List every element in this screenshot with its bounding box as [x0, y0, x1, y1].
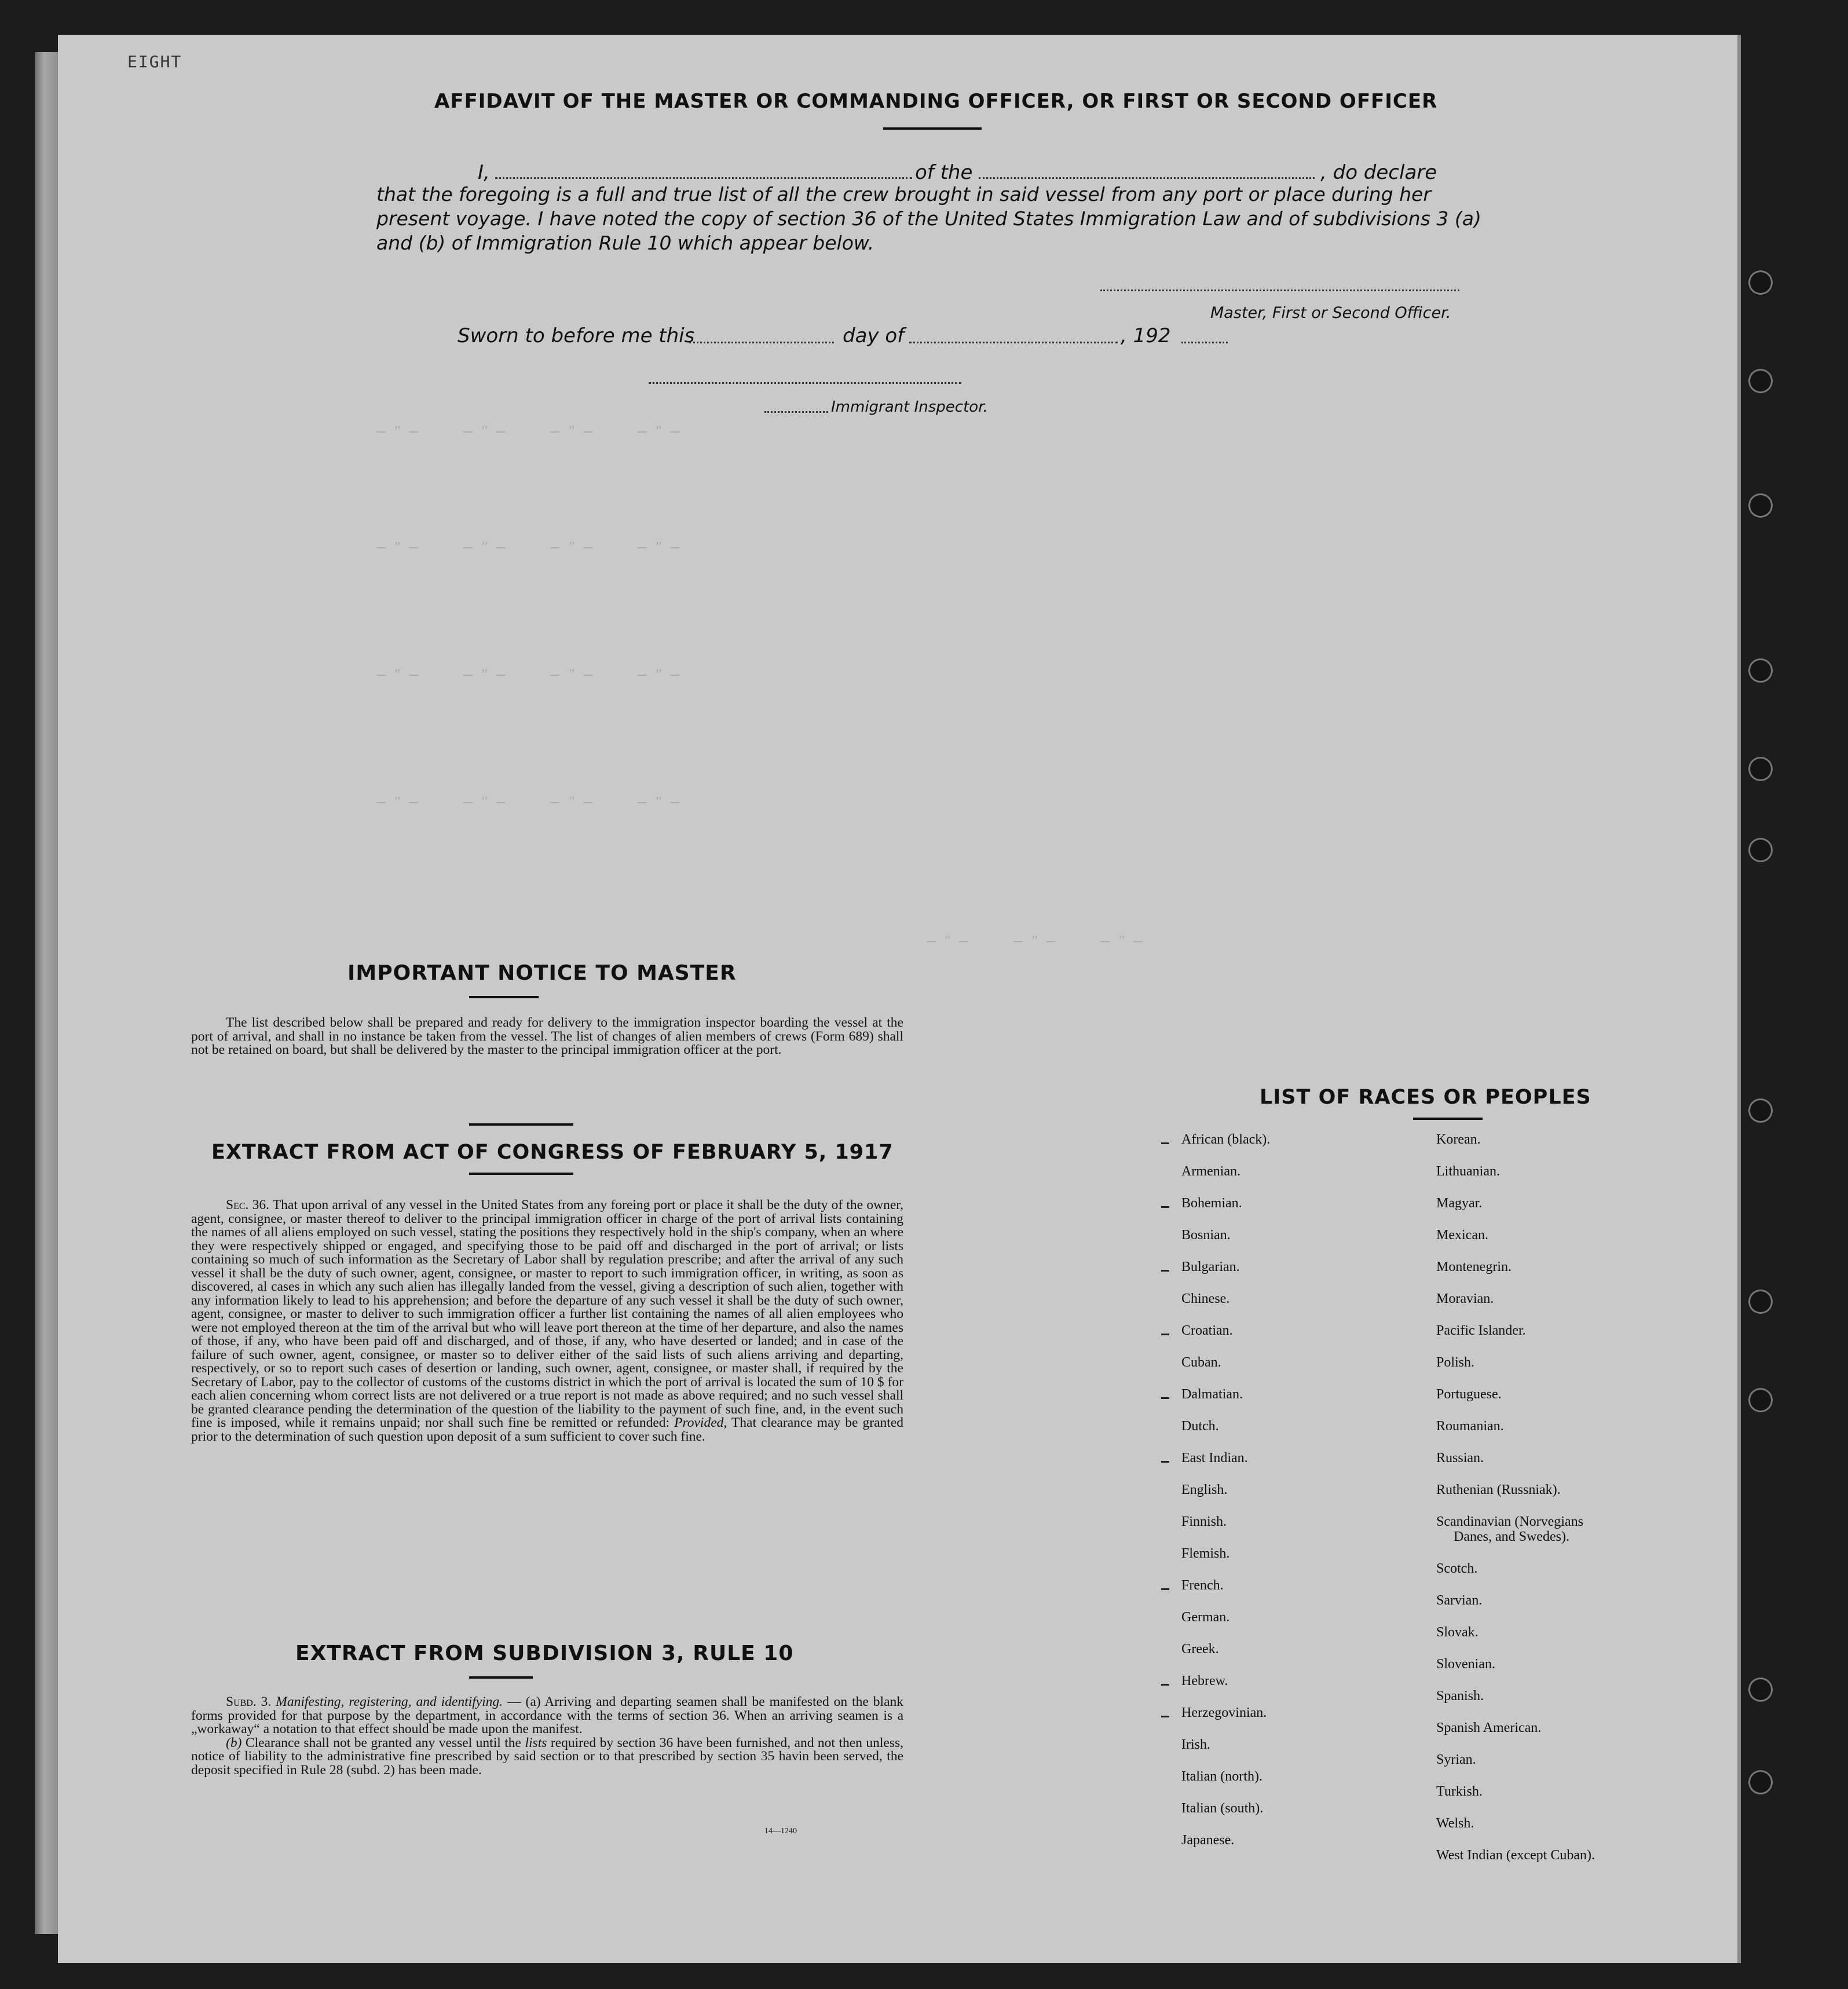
rule-para-b-pre: Clearance shall not be granted any vessel until the [245, 1735, 521, 1750]
affidavit-line-2: that the foregoing is a full and true list of all the crew brought in said vessel from any port or place during her [376, 183, 1431, 206]
binder-hole [1750, 1291, 1771, 1312]
race-item: Chinese. [1181, 1291, 1230, 1306]
act-title-rule-top [469, 1123, 573, 1126]
affidavit-line-3: present voyage. I have noted the copy of section 36 of the United States Immigration Law and of subdivisions 3 (a) [376, 207, 1481, 230]
races-title-rule [1413, 1118, 1483, 1120]
notice-text: The list described below shall be prepared and ready for delivery to the immigration inspector boarding the vessel at the port of arrival, and shall in no instance be taken from the vessel. The list of changes of alien members of crews (Form 689) shall not be retained on board, but shall be delivered by the master to the principal immigration officer at the port. [191, 1015, 903, 1057]
tick-mark [1161, 1397, 1169, 1399]
tick-mark [1161, 1461, 1169, 1463]
race-item: Greek. [1181, 1642, 1219, 1657]
race-item: Flemish. [1181, 1546, 1230, 1561]
affidavit-do-declare: , do declare [1320, 161, 1437, 184]
race-item: Spanish. [1436, 1688, 1484, 1704]
race-item: Polish. [1436, 1355, 1475, 1370]
tick-mark [1161, 1588, 1169, 1590]
bleed-through-text: ― ʺ ― ― ʺ ― ― ʺ ― ― ʺ ― [376, 423, 680, 440]
signature-label: Master, First or Second Officer. [1210, 304, 1451, 322]
document-sheet [58, 35, 1741, 1963]
vessel-blank [979, 177, 1315, 179]
race-item: French. [1181, 1578, 1224, 1593]
inspector-signature-blank [649, 382, 961, 384]
tick-mark [1161, 1334, 1169, 1335]
sworn-text: Sworn to before me this [458, 324, 695, 347]
binder-hole [1750, 759, 1771, 779]
race-item: Italian (north). [1181, 1769, 1263, 1784]
notice-title: IMPORTANT NOTICE TO MASTER [347, 961, 737, 985]
race-item: Korean. [1436, 1132, 1481, 1147]
race-item: West Indian (except Cuban). [1436, 1848, 1595, 1863]
race-item: Armenian. [1181, 1164, 1240, 1179]
race-item: Montenegrin. [1436, 1259, 1512, 1274]
sworn-year-blank [1181, 342, 1228, 343]
rule-subd-label: Subd. 3. [226, 1694, 272, 1709]
rule-title-rule [469, 1676, 533, 1679]
race-item: Italian (south). [1181, 1801, 1264, 1816]
act-provided-label: Provided, [674, 1415, 727, 1430]
act-title-rule-bottom [469, 1173, 573, 1175]
binder-hole [1750, 1772, 1771, 1793]
race-item: Magyar. [1436, 1196, 1483, 1211]
name-blank [495, 177, 912, 179]
rule-para-a-label: — (a) [507, 1694, 541, 1709]
race-item: Ruthenian (Russniak). [1436, 1482, 1561, 1497]
race-item: Sarvian. [1436, 1593, 1483, 1608]
race-item: Roumanian. [1436, 1419, 1504, 1434]
race-item: Pacific Islander. [1436, 1323, 1526, 1338]
race-item: Spanish American. [1436, 1720, 1542, 1735]
race-item: Herzegovinian. [1181, 1705, 1267, 1720]
race-item: Russian. [1436, 1450, 1484, 1466]
sworn-year: , 192 [1121, 324, 1171, 347]
race-item: Bosnian. [1181, 1228, 1231, 1243]
act-text [191, 1199, 903, 1444]
race-item: Welsh. [1436, 1816, 1474, 1831]
rule-para-b-lists: lists [525, 1735, 547, 1750]
race-item: Bulgarian. [1181, 1259, 1240, 1274]
rule-para-b-post: required by section 36 have been furnished, and not then unless, notice of liability to the administrative fine prescribed by said section or to that prescribed by section 35 havin been served, the deposit specified in Rule 28 (subd. 2) has been made. [191, 1735, 904, 1778]
tick-mark [1161, 1716, 1169, 1717]
race-item: Turkish. [1436, 1784, 1483, 1799]
race-item: English. [1181, 1482, 1228, 1497]
race-item: Danes, and Swedes). [1454, 1529, 1569, 1544]
inspector-leader-dots [764, 411, 828, 413]
form-code: 14—1240 [764, 1827, 797, 1836]
tick-mark [1161, 1270, 1169, 1272]
binder-hole [1750, 1100, 1771, 1121]
race-item: Portuguese. [1436, 1387, 1502, 1402]
race-item: Scotch. [1436, 1561, 1478, 1576]
rule-para-b-label: (b) [226, 1735, 242, 1750]
signature-blank [1100, 290, 1459, 291]
act-section-label: Sec. 36. [226, 1197, 269, 1213]
sworn-month-blank [909, 342, 1118, 343]
race-item: Dalmatian. [1181, 1387, 1243, 1402]
race-item: Syrian. [1436, 1752, 1476, 1767]
race-item: Irish. [1181, 1737, 1210, 1752]
race-item: African (black). [1181, 1132, 1271, 1147]
race-item: Dutch. [1181, 1419, 1219, 1434]
tick-mark [1161, 1142, 1169, 1144]
affidavit-title-rule [883, 127, 982, 130]
race-item: Japanese. [1181, 1833, 1235, 1848]
affidavit-i: I, [478, 161, 490, 184]
binder-hole [1750, 1679, 1771, 1700]
binder-hole [1750, 660, 1771, 681]
sworn-day-blank [689, 342, 834, 343]
notice-title-rule [469, 996, 539, 998]
binder-hole [1750, 1390, 1771, 1411]
race-item: Slovenian. [1436, 1657, 1495, 1672]
bleed-through-text: ― ʺ ― ― ʺ ― ― ʺ ― ― ʺ ― [376, 539, 680, 556]
act-body-end: That clearance may be granted prior to the determination of such question upon deposit of a sum sufficient to cover such fine. [191, 1415, 904, 1444]
rule-para-a-text: Arriving and departing seamen shall be manifested on the blank forms provided for that purpose by the department, in accordance with the terms of section 36. When an arriving seamen is a „workaway“ a notation to that effect should be made upon the manifest. [191, 1694, 904, 1737]
rule-subd-title: Manifesting, registering, and identifying. [276, 1694, 503, 1709]
inspector-label: Immigrant Inspector. [831, 398, 988, 416]
binder-hole [1750, 371, 1771, 391]
bleed-through-text: ― ʺ ― ― ʺ ― ― ʺ ― ― ʺ ― [376, 793, 680, 811]
rule-title: EXTRACT FROM SUBDIVISION 3, RULE 10 [295, 1642, 794, 1665]
page-edge-strip [35, 52, 58, 1934]
race-item: Lithuanian. [1436, 1164, 1500, 1179]
binder-hole [1750, 840, 1771, 860]
tick-mark [1161, 1684, 1169, 1686]
tick-mark [1161, 1206, 1169, 1208]
race-item: Croatian. [1181, 1323, 1233, 1338]
rule-text [191, 1695, 903, 1777]
bleed-through-text: ― ʺ ― ― ʺ ― ― ʺ ― ― ʺ ― [376, 666, 680, 683]
race-item: Scandinavian (Norvegians [1436, 1514, 1583, 1529]
binder-hole [1750, 272, 1771, 293]
race-item: Slovak. [1436, 1625, 1479, 1640]
affidavit-of-the: of the [915, 161, 973, 184]
race-item: Moravian. [1436, 1291, 1494, 1306]
binder-hole [1750, 495, 1771, 516]
act-body: That upon arrival of any vessel in the United States from any foreing port or place it shall be the duty of the owner, agent, consignee, or master thereof to deliver to the principal immigration officer in charge of the port of arrival lists containing the names of all aliens employed on such vessel, stating the positions they respectively hold in the ship's company, when an where they were respectively shipped or engaged, and specifying those to be paid off and discharged in the port of arrival; or lists containing so much of such information as the Secretary of Labor shall by regulation prescribe; and after the arrival of any such vessel it shall be the duty of such owner, agent, consignee, or master to report to such immigration officer, in writing, as soon as discovered, al cases in which any such alien has illegally landed from the vessel, giving a description of such alien, together with any information likely to lead to his apprehension; and before the departure of any such vessel it shall be the duty of such owner, agent, consignee, or master to deliver to such immigration officer a further list containing the names of all alien employees who were not employed thereon at the tim of the arrival but who will leave port thereon at the time of her departure, and also the names of those, if any, who have been paid off and discharged, and of those, if any, who have deserted or landed; and in case of the failure of such owner, agent, consignee, or master so to deliver either of the said lists of such aliens arriving and departing, respectively, or so to report such cases of desertion or landing, such owner, agent, consignee, or master shall, if required by the Secretary of Labor, pay to the collector of customs of the customs district in which the port of arrival is located the sum of 10 $ for each alien concerning whom correct lists are not delivered or a true report is not made as above required; and no such vessel shall be granted clearance pending the determination of the question of the liability to the payment of such fine, and, in the event such fine is imposed, while it remains unpaid; nor shall such fine be remitted or refunded: [191, 1197, 904, 1430]
rule-para-b [191, 1737, 903, 1778]
races-title: LIST OF RACES OR PEOPLES [1260, 1086, 1591, 1109]
rule-para-a [191, 1695, 903, 1737]
affidavit-title: AFFIDAVIT OF THE MASTER OR COMMANDING OFFICER, OR FIRST OR SECOND OFFICER [434, 90, 1438, 113]
race-item: Mexican. [1436, 1228, 1488, 1243]
affidavit-line-4: and (b) of Immigration Rule 10 which appear below. [376, 232, 874, 254]
race-item: Finnish. [1181, 1514, 1227, 1529]
act-title: EXTRACT FROM ACT OF CONGRESS OF FEBRUARY 5, 1917 [211, 1141, 894, 1164]
race-item: German. [1181, 1610, 1230, 1625]
corner-mark: EIGHT [127, 52, 182, 71]
race-item: East Indian. [1181, 1450, 1248, 1466]
race-item: Hebrew. [1181, 1673, 1228, 1688]
race-item: Bohemian. [1181, 1196, 1242, 1211]
affidavit-body [376, 182, 1481, 255]
race-item: Cuban. [1181, 1355, 1221, 1370]
sworn-day-of: day of [843, 324, 905, 347]
bleed-through-text: ― ʺ ― ― ʺ ― ― ʺ ― [927, 932, 1143, 950]
